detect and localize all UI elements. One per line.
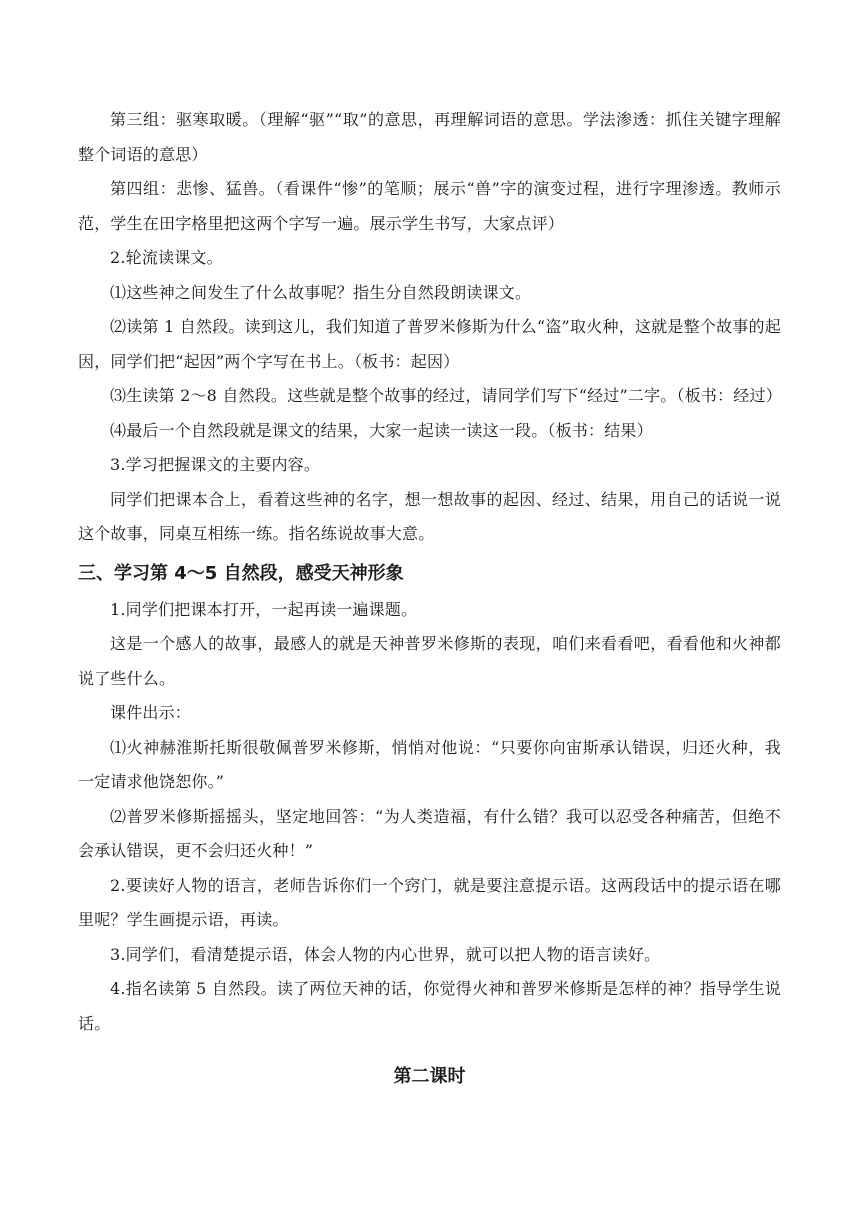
document-page	[78, 103, 781, 1095]
paragraph: 3.同学们，看清楚提示语，体会人物的内心世界，就可以把人物的语言读好。	[110, 944, 661, 964]
paragraph: 2.轮流读课文。	[110, 248, 223, 267]
paragraph: 第四组：悲惨、猛兽。（看课件“惨”的笔顺；展示“兽”字的演变过程，进行字理渗透。教师示范，学生在田字格里把这两个字写一遍。展示学生书写，大家点评）	[78, 179, 781, 233]
paragraph: ⑶生读第 2～8 自然段。这些就是整个故事的经过，请同学们写下“经过”二字。（板书：经过）	[110, 386, 782, 405]
paragraph: 1.同学们把课本打开，一起再读一遍课题。	[110, 599, 418, 619]
paragraph: ⑴这些神之间发生了什么故事呢？指生分自然段朗读课文。	[110, 282, 532, 302]
section-heading: 三、学习第 4～5 自然段，感受天神形象	[78, 562, 404, 584]
paragraph: ⑵读第 1 自然段。读到这儿，我们知道了普罗米修斯为什么“盗”取火种，这就是整个故事的起因，同学们把“起因”两个字写在书上。（板书：起因）	[78, 317, 781, 371]
paragraph: 同学们把课本合上，看着这些神的名字，想一想故事的起因、经过、结果，用自己的话说一说这个故事，同桌互相练一练。指名练说故事大意。	[78, 489, 781, 543]
paragraph: 2.要读好人物的语言，老师告诉你们一个窍门，就是要注意提示语。这两段话中的提示语在哪里呢？学生画提示语，再读。	[78, 875, 781, 929]
paragraph: ⑷最后一个自然段就是课文的结果，大家一起读一读这一段。（板书：结果）	[110, 420, 653, 440]
paragraph: 3.学习把握课文的主要内容。	[110, 455, 321, 474]
paragraph: ⑴火神赫淮斯托斯很敬佩普罗米修斯，悄悄对他说：“只要你向宙斯承认错误，归还火种，我一定请求他饶恕你。”	[78, 737, 781, 791]
paragraph: 4.指名读第 5 自然段。读了两位天神的话，你觉得火神和普罗米修斯是怎样的神？指导学生说话。	[78, 979, 781, 1033]
paragraph: 课件出示：	[110, 703, 192, 722]
paragraph: 第三组：驱寒取暖。（理解“驱”“取”的意思，再理解词语的意思。学法渗透：抓住关键字理解整个词语的意思）	[78, 110, 781, 164]
lesson-title: 第二课时	[393, 1066, 466, 1087]
paragraph: ⑵普罗米修斯摇摇头，坚定地回答：“为人类造福，有什么错？我可以忍受各种痛苦，但绝不会承认错误，更不会归还火种！”	[78, 806, 781, 860]
paragraph: 这是一个感人的故事，最感人的就是天神普罗米修斯的表现，咱们来看看吧，看看他和火神都说了些什么。	[78, 634, 781, 688]
